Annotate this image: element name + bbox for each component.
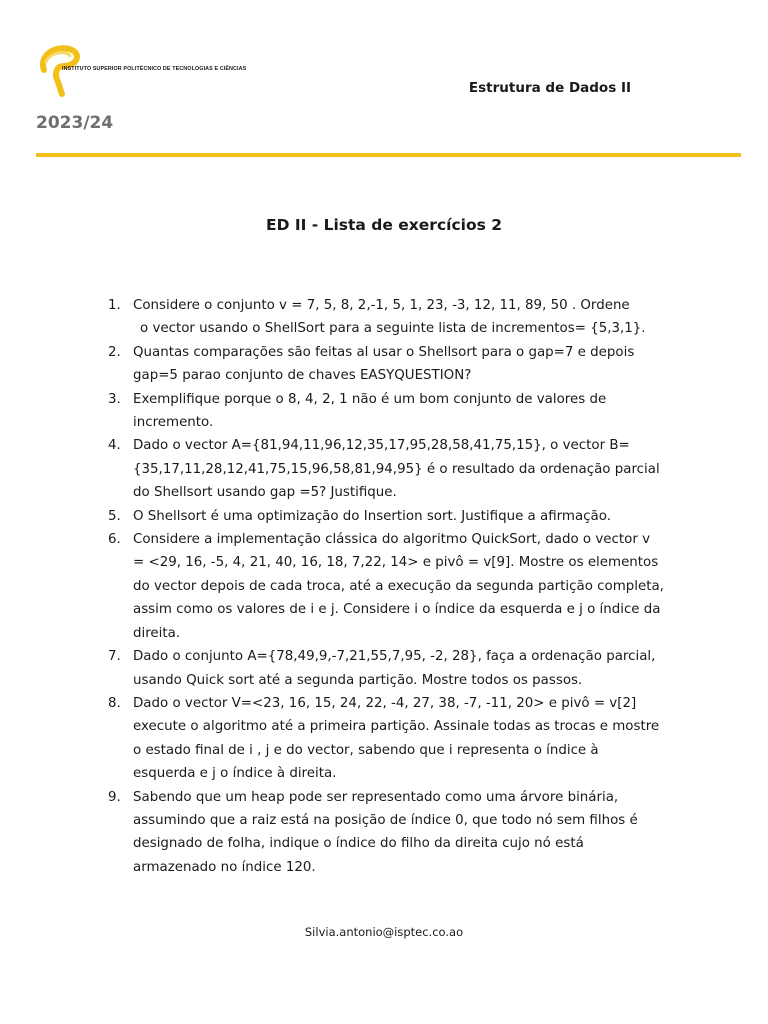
logo-swoosh-icon (36, 42, 266, 114)
exercise-item-1 (104, 294, 664, 341)
exercise-item-7 (104, 645, 664, 692)
exercise-text: Dado o vector A={81,94,11,96,12,35,17,95,28,58,41,75,15}, o vector B={35,17,11,28,12,41,75,15,96,58,81,94,95} é o resultado da ordenação parcial do Shellsort usando gap =5? Justifique. (133, 438, 660, 501)
exercise-text: Considere o conjunto v = 7, 5, 8, 2,-1, 5, 1, 23, -3, 12, 11, 89, 50 . Ordene (133, 298, 630, 313)
exercise-text: Considere a implementação clássica do algoritmo QuickSort, dado o vector v = <29, 16, -5, 4, 21, 40, 16, 18, 7,22, 14> e pivô = v[9]. Mostre os elementos do vector depois de cada troca, até a execução da segunda partição completa, assim como os valores de i e j. Considere i o índice da esquerda e j o índice da direita. (133, 532, 664, 641)
exercise-list (104, 294, 664, 879)
exercise-text: Sabendo que um heap pode ser representado como uma árvore binária, assumindo que a raiz está na posição de índice 0, que todo nó sem filhos é designado de folha, indique o índice do filho da direita cujo nó está armazenado no índice 120. (133, 789, 638, 875)
exercise-number: 4. (108, 438, 121, 454)
header-divider (36, 153, 741, 157)
exercise-item-6 (104, 528, 664, 645)
exercise-number: 6. (108, 532, 121, 548)
exercise-text: Dado o vector V=<23, 16, 15, 24, 22, -4, 27, 38, -7, -11, 20> e pivô = v[2] execute o algoritmo até a primeira partição. Assinale todas as trocas e mostre o estado final de i , j e do vector, sabendo que i representa o índice à esquerda e j o índice à direita. (133, 695, 660, 782)
exercise-number: 7. (108, 649, 121, 665)
institution-logo (36, 42, 266, 114)
exercise-text: Dado o conjunto A={78,49,9,-7,21,55,7,95, -2, 28}, faça a ordenação parcial, usando Quick sort até a segunda partição. Mostre todos os passos. (133, 649, 656, 688)
exercise-item-4 (104, 434, 664, 504)
exercise-item-9 (104, 786, 664, 880)
exercise-number: 5. (108, 508, 121, 524)
exercise-text-continued: o vector usando o ShellSort para a seguinte lista de incrementos= {5,3,1}. (140, 321, 646, 337)
exercise-text: Exemplifique porque o 8, 4, 2, 1 não é um bom conjunto de valores de incremento. (133, 391, 607, 431)
exercise-text: Quantas comparações são feitas al usar o Shellsort para o gap=7 e depois gap=5 parao conjunto de chaves EASYQUESTION? (133, 344, 635, 384)
exercise-number: 1. (108, 298, 121, 313)
exercise-number: 9. (108, 789, 121, 805)
author-email: Silvia.antonio@isptec.co.ao (304, 925, 464, 939)
exercise-text: O Shellsort é uma optimização do Insertion sort. Justifique a afirmação. (133, 508, 611, 524)
exercise-item-8 (104, 692, 664, 786)
exercise-number: 3. (108, 391, 121, 407)
exercise-item-2 (104, 341, 664, 388)
institution-name: INSTITUTO SUPERIOR POLITÉCNICO DE TECNOLOGIAS E CIÊNCIAS (62, 66, 247, 72)
exercise-number: 8. (108, 695, 121, 711)
course-name: Estrutura de Dados II (468, 80, 631, 96)
exercise-item-3 (104, 388, 664, 435)
academic-year: 2023/24 (36, 113, 114, 133)
exercise-number: 2. (108, 344, 121, 360)
exercise-item-5 (104, 505, 664, 528)
page-title: ED II - Lista de exercícios 2 (265, 216, 503, 234)
